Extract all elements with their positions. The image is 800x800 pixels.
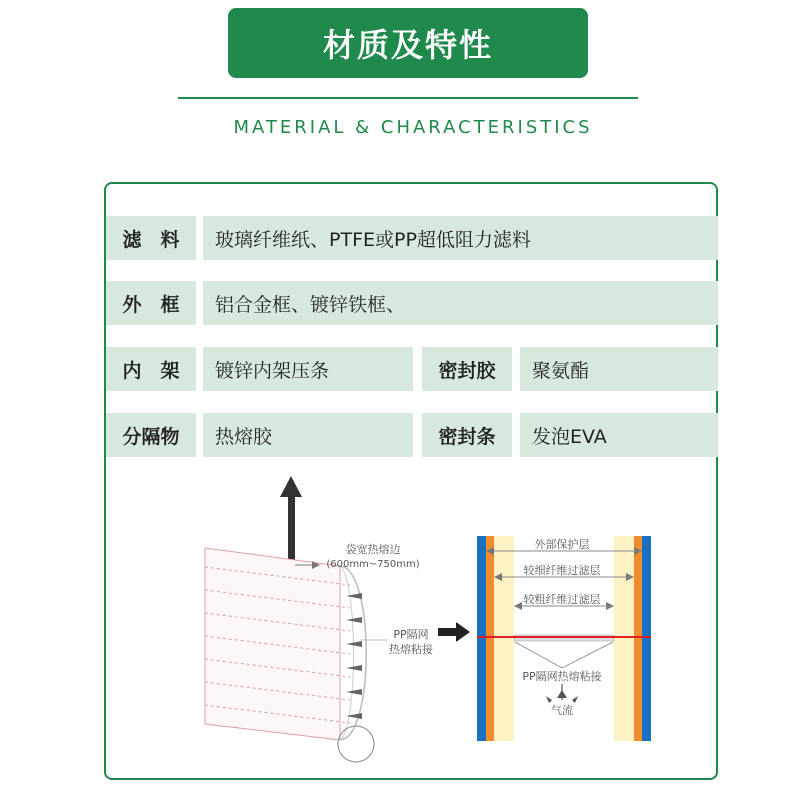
separator-label: 分隔物 bbox=[106, 413, 196, 457]
airflow-label: 气流 bbox=[551, 704, 573, 717]
coarse-layer-label: 较粗纤维过滤层 bbox=[523, 593, 601, 606]
pp-bond-label: 热熔粘接 bbox=[389, 643, 433, 656]
bag-width-range: (600mm~750mm) bbox=[326, 559, 420, 570]
pp-mesh-label: PP隔网 bbox=[393, 628, 429, 641]
sealant-value: 聚氨酯 bbox=[520, 347, 718, 391]
page-title: 材质及特性 bbox=[322, 26, 493, 64]
page-subtitle: MATERIAL & CHARACTERISTICS bbox=[233, 117, 593, 138]
frame-value: 铝合金框、镀锌铁框、 bbox=[203, 281, 718, 325]
fine-layer-label: 较细纤维过滤层 bbox=[523, 564, 601, 577]
right-arrow-icon bbox=[438, 622, 470, 642]
frame-label: 外 框 bbox=[106, 281, 196, 325]
filter-bag-illustration bbox=[205, 548, 388, 762]
inner-label: 内 架 bbox=[106, 347, 196, 391]
sealant-label: 密封胶 bbox=[422, 347, 512, 391]
filter-value: 玻璃纤维纸、PTFE或PP超低阻力滤料 bbox=[203, 216, 718, 260]
inner-value: 镀锌内架压条 bbox=[203, 347, 413, 391]
separator-value: 热熔胶 bbox=[203, 413, 413, 457]
strip-value: 发泡EVA bbox=[520, 413, 718, 457]
strip-label: 密封条 bbox=[422, 413, 512, 457]
pp-bond-section-label: PP隔网热熔粘接 bbox=[522, 670, 602, 683]
bag-width-label: 袋宽热熔边 bbox=[345, 543, 401, 556]
filter-label: 滤 料 bbox=[106, 216, 196, 260]
up-arrow-icon bbox=[280, 476, 302, 561]
outer-layer-label: 外部保护层 bbox=[534, 538, 590, 551]
